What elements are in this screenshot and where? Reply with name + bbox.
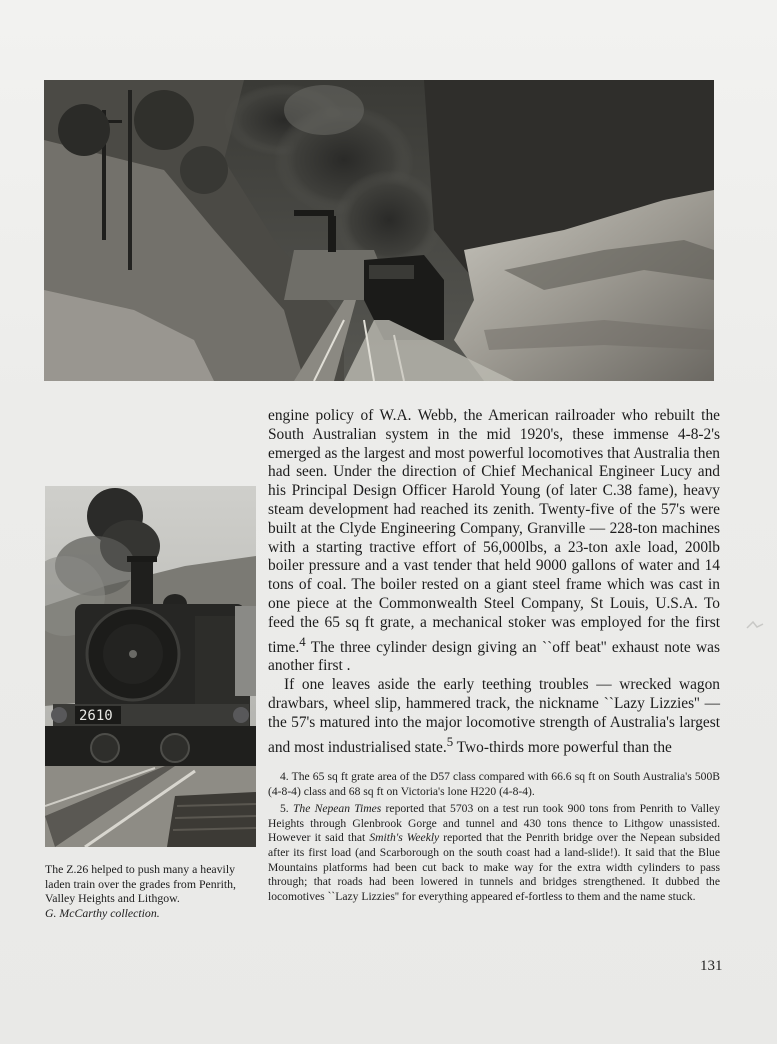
caption-line: Valley Heights and Lithgow. (45, 891, 180, 906)
footnotes (268, 770, 720, 907)
footnote-5-number: 5. (280, 802, 293, 816)
body-paragraph-2-text: If one leaves aside the early teething troubles — wrecked wagon drawbars, wheel slip, hammered track, the nickname ``Lazy Lizzies'' — the 57's matured into the major locomotive strength of Australia's largest and most industrialised state. (268, 676, 720, 756)
caption-line: The Z.26 helped to push many a heavily (45, 862, 236, 876)
footnote-5-title-smiths-weekly: Smith's Weekly (369, 831, 440, 845)
body-paragraph-2-tail: Two-thirds more powerful than the (453, 738, 672, 756)
tank-locomotive-photo-image (45, 486, 256, 847)
stray-mark-icon (745, 618, 765, 634)
footnote-4: 4. The 65 sq ft grate area of the D57 class compared with 66.6 sq ft on South Australia's 500B (4-8-4) class and 68 sq ft on Victoria's lone H220 (4-8-4). (268, 770, 720, 798)
body-text (268, 407, 720, 758)
footnote-ref-4: 4 (299, 634, 306, 649)
footnote-ref-5: 5 (446, 734, 454, 749)
locomotive-number-plate: 2610 (79, 708, 113, 724)
photo-credit: G. McCarthy collection. (45, 905, 160, 920)
footnote-5-text-a: reported that 5703 on a test run took 900 tons from Penrith to Valley Heights through Glenbrook Gorge and tunnel and 430 tons thence to Lithgow unassisted. However it said that (268, 802, 721, 845)
caption-line: laden train over the grades from Penrith, (45, 876, 236, 891)
body-paragraph-1 (268, 407, 720, 676)
footnote-5 (268, 802, 720, 904)
locomotive-cutting-photo (44, 80, 714, 381)
footnote-5-text-b: reported that the Penrith bridge over the Nepean subsided after its first load (and Scarborough on the south coast had a land-slide!). It said that the Blue Mountains platforms had been cut back to make way for the extra width cylinders to pass through; that roads had been lowered in tunnels and bridges strengthened. It dubbed the locomotives ``Lazy Lizzies'' for everything appeared ef-fortless to them and the name stuck. (268, 831, 720, 903)
footnote-5-title-nepean-times: The Nepean Times (292, 802, 382, 816)
body-paragraph-2 (268, 676, 720, 757)
tank-locomotive-photo (45, 486, 256, 847)
photo-caption (45, 862, 260, 920)
body-paragraph-1-tail: The three cylinder design giving an ``off beat'' exhaust note was another first . (268, 638, 720, 675)
body-paragraph-1-text: engine policy of W.A. Webb, the American railroader who rebuilt the South Australian system in the mid 1920's, these immense 4-8-2's emerged as the largest and most powerful locomotives that Australia then had seen. Under the direction of Chief Mechanical Engineer Lucy and his Principal Design Officer Harold Young (of later C.38 fame), heavy steam development had reached its zenith. Twenty-five of the 57's were built at the Clyde Engineering Company, Granville — 228-ton machines with a starting tractive effort of 56,000lbs, a 23-ton axle load, 200lb boiler pressure and a vast tender that held 9000 gallons of water and 14 tons of coal. The boiler rested on a giant steel frame which was cast in one piece at the Commonwealth Steel Company, St Louis, U.S.A. To feed the 65 sq ft grate, a mechanical stoker was employed for the first time. (268, 407, 720, 656)
locomotive-cutting-photo-image (44, 80, 714, 381)
page-number: 131 (700, 958, 723, 974)
